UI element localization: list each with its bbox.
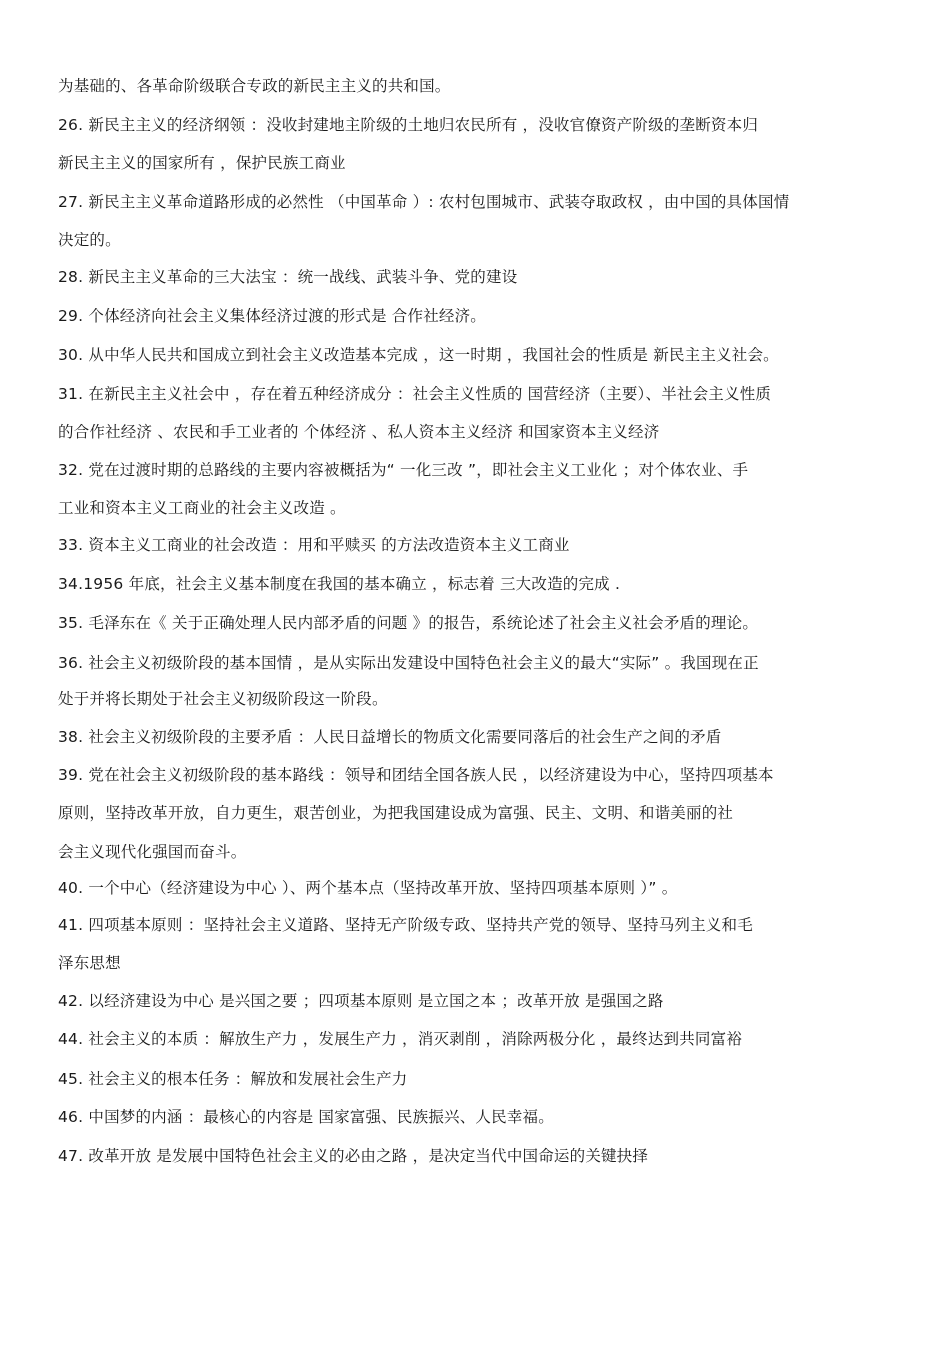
text-line: 工业和资本主义工商业的社会主义改造 。 <box>58 499 346 517</box>
text-line: 27. 新民主主义革命道路形成的必然性 （中国革命 ）: 农村包围城市、武装夺取政权 ，由中国的具体国情 <box>58 193 790 211</box>
text-line: 原则，坚持改革开放，自力更生，艰苦创业，为把我国建设成为富强、民主、文明、和谐美丽的社 <box>58 804 734 822</box>
text-line: 34.1956 年底，社会主义基本制度在我国的基本确立 ，标志着 三大改造的完成 . <box>58 575 621 593</box>
text-line: 47. 改革开放 是发展中国特色社会主义的必由之路 ，是决定当代中国命运的关键抉择 <box>58 1147 649 1165</box>
text-line: 38. 社会主义初级阶段的主要矛盾 ：人民日益增长的物质文化需要同落后的社会生产之间的矛盾 <box>58 728 722 746</box>
text-line: 41. 四项基本原则 ：坚持社会主义道路、坚持无产阶级专政、坚持共产党的领导、坚持马列主义和毛 <box>58 916 753 934</box>
text-line: 33. 资本主义工商业的社会改造 ：用和平赎买 的方法改造资本主义工商业 <box>58 536 570 554</box>
text-line: 39. 党在社会主义初级阶段的基本路线 ：领导和团结全国各族人民 ，以经济建设为中心，坚持四项基本 <box>58 766 774 784</box>
text-line: 35. 毛泽东在《 关于正确处理人民内部矛盾的问题 》的报告，系统论述了社会主义社会矛盾的理论。 <box>58 614 759 632</box>
text-line: 44. 社会主义的本质 ：解放生产力 ，发展生产力 ，消灭剥削 ，消除两极分化 ，最终达到共同富裕 <box>58 1030 743 1048</box>
text-line: 26. 新民主主义的经济纲领 ：没收封建地主阶级的土地归农民所有 ，没收官僚资产阶级的垄断资本归 <box>58 116 759 134</box>
text-line: 45. 社会主义的根本任务 ：解放和发展社会生产力 <box>58 1070 408 1088</box>
text-line: 决定的。 <box>58 231 121 249</box>
text-line: 40. 一个中心（经济建设为中心 ）、两个基本点（坚持改革开放、坚持四项基本原则 ）” 。 <box>58 879 678 897</box>
text-line: 泽东思想 <box>58 954 121 972</box>
text-line: 处于并将长期处于社会主义初级阶段这一阶段。 <box>58 690 388 708</box>
text-line: 36. 社会主义初级阶段的基本国情 ，是从实际出发建设中国特色社会主义的最大“实际” 。我国现在正 <box>58 654 759 672</box>
text-line: 30. 从中华人民共和国成立到社会主义改造基本完成 ，这一时期 ，我国社会的性质是 新民主主义社会。 <box>58 346 779 364</box>
text-line: 的合作社经济 、农民和手工业者的 个体经济 、私人资本主义经济 和国家资本主义经济 <box>58 423 660 441</box>
text-line: 28. 新民主主义革命的三大法宝 ：统一战线、武装斗争、党的建设 <box>58 268 518 286</box>
text-line: 为基础的、各革命阶级联合专政的新民主主义的共和国。 <box>58 77 451 95</box>
text-line: 46. 中国梦的内涵 ：最核心的内容是 国家富强、民族振兴、人民幸福。 <box>58 1108 554 1126</box>
text-line: 29. 个体经济向社会主义集体经济过渡的形式是 合作社经济。 <box>58 307 487 325</box>
text-line: 32. 党在过渡时期的总路线的主要内容被概括为“ 一化三改 ”，即社会主义工业化 ；对个体农业、手 <box>58 461 749 479</box>
text-line: 会主义现代化强国而奋斗。 <box>58 843 247 861</box>
text-line: 新民主主义的国家所有 ，保护民族工商业 <box>58 154 346 172</box>
text-line: 42. 以经济建设为中心 是兴国之要 ；四项基本原则 是立国之本 ；改革开放 是强国之路 <box>58 992 664 1010</box>
text-line: 31. 在新民主主义社会中 ，存在着五种经济成分 ：社会主义性质的 国营经济（主要）、半社会主义性质 <box>58 385 772 403</box>
